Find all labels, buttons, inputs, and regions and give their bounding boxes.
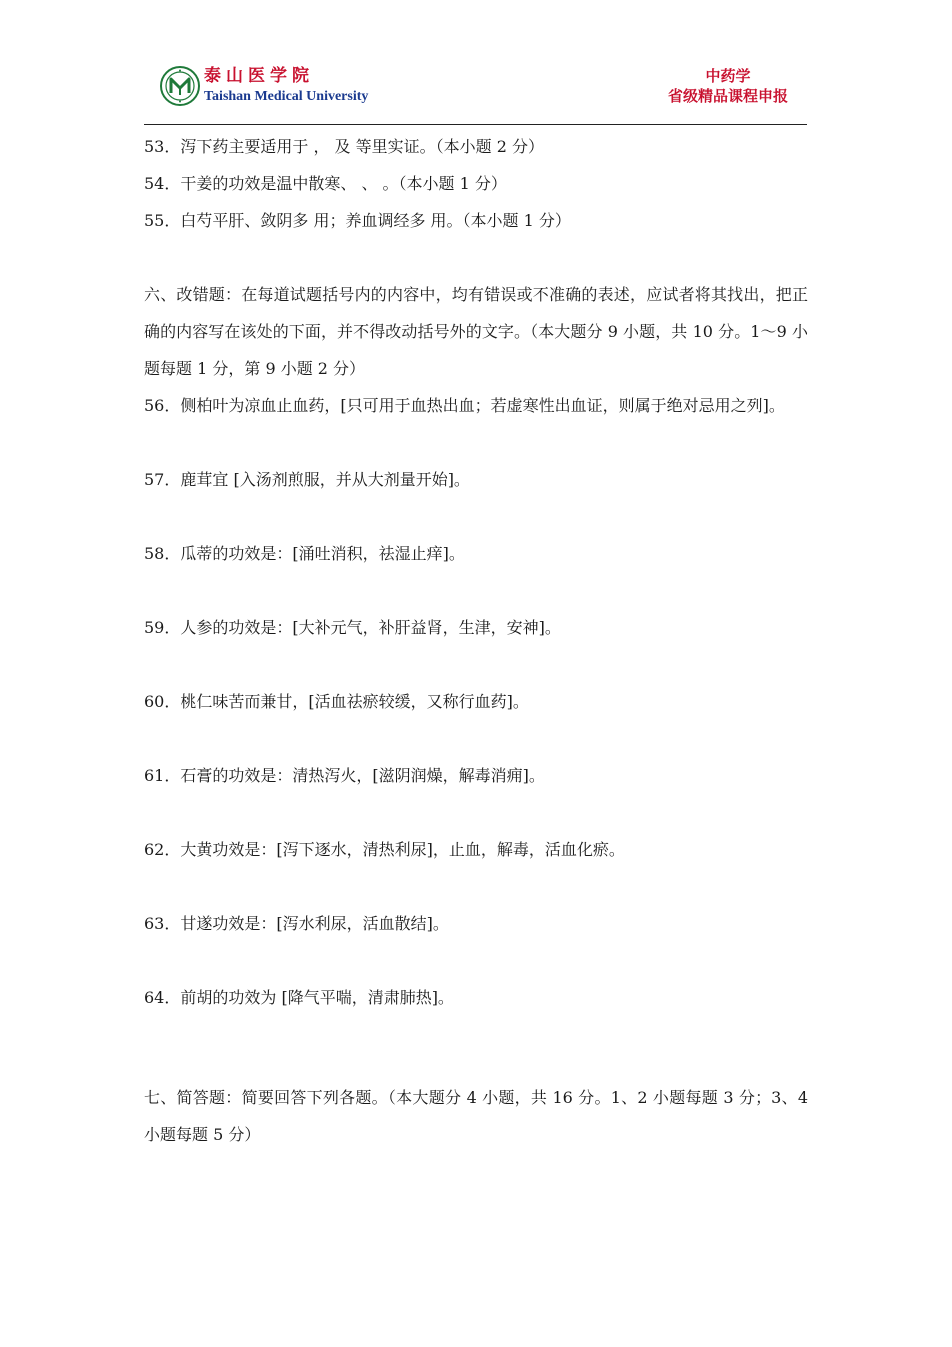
header-divider [144,124,807,125]
spacer [144,424,808,461]
spacer [144,239,808,276]
course-subtitle: 省级精品课程申报 [667,87,788,105]
question-59: 59．人参的功效是：[大补元气，补肝益肾，生津，安神]。 [144,618,561,637]
spacer [144,942,808,979]
question-64: 64．前胡的功效为 [降气平喘，清肃肺热]。 [144,988,454,1007]
question-62: 62．大黄功效是：[泻下逐水，清热利尿]，止血，解毒，活血化瘀。 [144,840,625,859]
page-header [144,60,808,124]
question-53: 53．泻下药主要适用于 ， 及 等里实证。（本小题 2 分） [144,137,544,156]
question-61: 61．石膏的功效是：清热泻火，[滋阴润燥，解毒消痈]。 [144,766,545,785]
question-56: 56．侧柏叶为凉血止血药，[只可用于血热出血；若虚寒性出血证，则属于绝对忌用之列]。 [144,396,785,415]
question-54: 54．干姜的功效是温中散寒、 、 。（本小题 1 分） [144,174,507,193]
section-7-instructions: 七、简答题：简要回答下列各题。（本大题分 4 小题，共 16 分。1、2 小题每题 3 分；3、4 小题每题 5 分） [144,1088,808,1144]
school-name-english: Taishan Medical University [204,89,369,104]
course-title [668,66,788,106]
document-body [144,128,808,1153]
spacer [144,720,808,757]
spacer [144,1016,808,1079]
question-58: 58．瓜蒂的功效是：[涌吐消积，祛湿止痒]。 [144,544,465,563]
university-logo-icon [160,66,200,106]
school-name-chinese: 泰山医学院 [204,66,314,86]
question-55: 55．白芍平肝、敛阴多 用；养血调经多 用。（本小题 1 分） [144,211,571,230]
spacer [144,646,808,683]
course-name: 中药学 [705,67,751,85]
spacer [144,868,808,905]
spacer [144,498,808,535]
question-63: 63．甘遂功效是：[泻水利尿，活血散结]。 [144,914,449,933]
spacer [144,794,808,831]
question-57: 57．鹿茸宜 [入汤剂煎服，并从大剂量开始]。 [144,470,470,489]
section-6-instructions: 六、改错题：在每道试题括号内的内容中，均有错误或不准确的表述，应试者将其找出，把正确的内容写在该处的下面，并不得改动括号外的文字。（本大题分 9 小题，共 10 分。1～9 小题每题 1 分，第 9 小题 2 分） [144,285,808,378]
spacer [144,572,808,609]
question-60: 60．桃仁味苦而兼甘，[活血祛瘀较缓，又称行血药]。 [144,692,529,711]
